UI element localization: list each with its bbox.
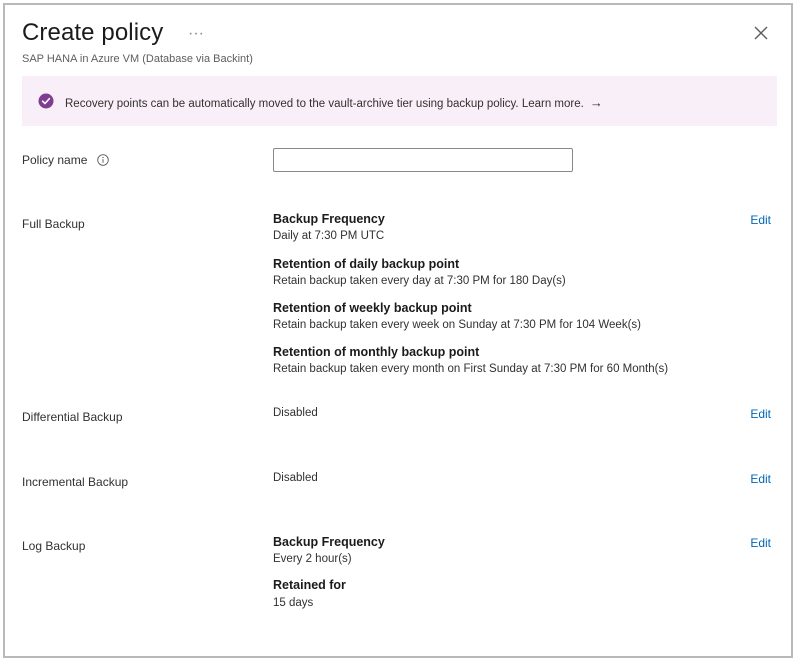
log-retained-heading: Retained for [273, 578, 346, 592]
policy-name-input[interactable] [273, 148, 573, 172]
incremental-backup-label: Incremental Backup [22, 475, 129, 489]
differential-backup-label: Differential Backup [22, 410, 123, 424]
page-subtitle: SAP HANA in Azure VM (Database via Backint) [22, 53, 253, 65]
banner-message [65, 95, 603, 110]
daily-retention-heading: Retention of daily backup point [273, 257, 460, 271]
monthly-retention-heading: Retention of monthly backup point [273, 345, 480, 359]
incremental-backup-edit-link[interactable]: Edit [750, 472, 771, 486]
incremental-backup-status: Disabled [273, 472, 318, 484]
more-options-button[interactable]: ··· [188, 25, 204, 42]
log-backup-edit-link[interactable]: Edit [750, 536, 771, 550]
differential-backup-status: Disabled [273, 407, 318, 419]
log-retained-value: 15 days [273, 597, 314, 609]
full-backup-frequency-heading: Backup Frequency [273, 212, 385, 226]
arrow-right-icon[interactable]: → [589, 95, 603, 110]
create-policy-panel [3, 3, 793, 658]
weekly-retention-value: Retain backup taken every week on Sunday at 7:30 PM for 104 Week(s) [273, 319, 641, 331]
learn-more-link[interactable]: Recovery points can be automatically moved to the vault-archive tier using backup policy. Learn more. [65, 98, 584, 110]
daily-retention-value: Retain backup taken every day at 7:30 PM for 180 Day(s) [273, 275, 566, 287]
log-backup-label: Log Backup [22, 539, 86, 553]
monthly-retention-value: Retain backup taken every month on First Sunday at 7:30 PM for 60 Month(s) [273, 363, 669, 375]
full-backup-frequency-value: Daily at 7:30 PM UTC [273, 230, 385, 242]
log-backup-frequency-heading: Backup Frequency [273, 535, 385, 549]
archive-tier-banner [22, 76, 777, 126]
full-backup-edit-link[interactable]: Edit [750, 213, 771, 227]
close-icon[interactable] [749, 21, 773, 45]
full-backup-label: Full Backup [22, 217, 85, 231]
page-title: Create policy [22, 19, 164, 46]
policy-name-label-text: Policy name [22, 153, 88, 167]
weekly-retention-heading: Retention of weekly backup point [273, 301, 472, 315]
differential-backup-edit-link[interactable]: Edit [750, 407, 771, 421]
policy-name-label [22, 153, 109, 167]
log-backup-frequency-value: Every 2 hour(s) [273, 553, 352, 565]
info-icon[interactable] [97, 154, 109, 166]
check-circle-icon [38, 93, 54, 109]
